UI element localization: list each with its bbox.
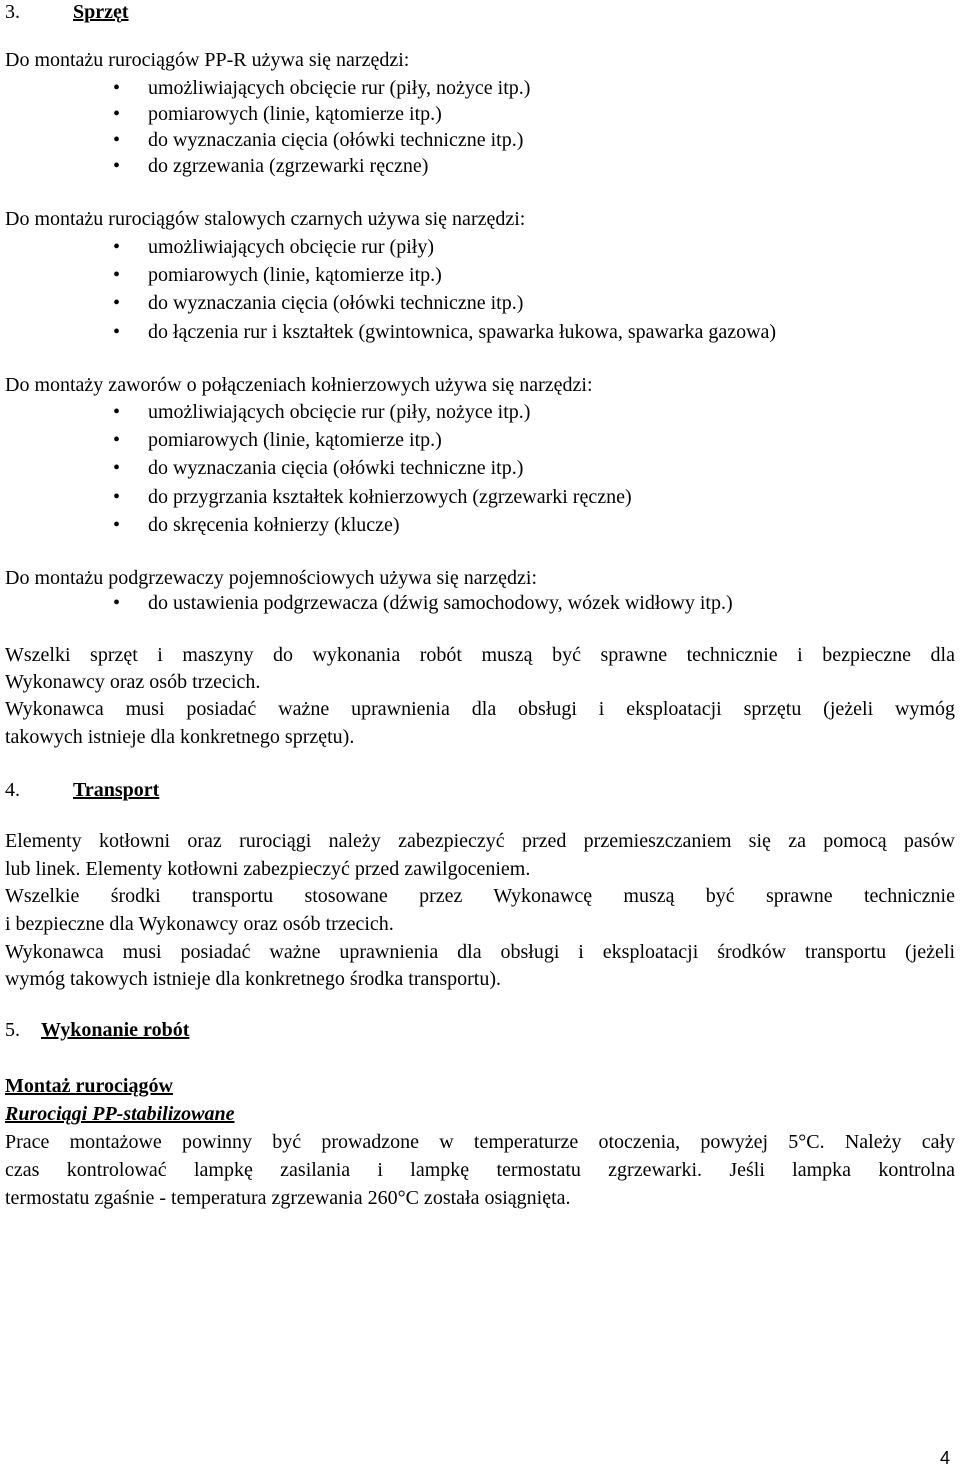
bullet-icon: •: [113, 401, 121, 423]
bullet-icon: •: [113, 103, 121, 125]
bullet-icon: •: [113, 236, 121, 258]
section-title: Wykonanie robót: [41, 1019, 190, 1041]
bullet-icon: •: [113, 486, 121, 508]
bullet-icon: •: [113, 77, 121, 99]
list-item: do wyznaczania cięcia (ołówki techniczne itp.): [148, 457, 524, 479]
group-intro: Do montażu podgrzewaczy pojemnościowych używa się narzędzi:: [5, 567, 538, 589]
paragraph-line: wymóg takowych istnieje dla konkretnego środka transportu).: [5, 968, 501, 990]
paragraph-line: Wszelki sprzęt i maszyny do wykonania robót muszą być sprawne technicznie i bezpieczne dla: [5, 644, 955, 666]
section-title: Sprzęt: [73, 1, 129, 23]
section-5-heading: [5, 1018, 189, 1042]
bullet-icon: •: [113, 155, 121, 177]
subsubsection-title: Rurociągi PP-stabilizowane: [5, 1103, 235, 1125]
section-number: 3.: [5, 1, 20, 23]
list-item: do przygrzania kształtek kołnierzowych (zgrzewarki ręczne): [148, 486, 632, 508]
paragraph-line: Wszelkie środki transportu stosowane przez Wykonawcę muszą być sprawne technicznie: [5, 885, 955, 907]
group-intro: Do montaży zaworów o połączeniach kołnierzowych używa się narzędzi:: [5, 374, 593, 396]
paragraph-line: takowych istnieje dla konkretnego sprzętu).: [5, 726, 355, 748]
list-item: umożliwiających obcięcie rur (piły, nożyce itp.): [148, 77, 531, 99]
page-number: 4: [940, 1448, 951, 1468]
list-item: do zgrzewania (zgrzewarki ręczne): [148, 155, 429, 177]
bullet-icon: •: [113, 129, 121, 151]
list-item: do wyznaczania cięcia (ołówki techniczne itp.): [148, 292, 524, 314]
section-3-heading: [5, 0, 129, 24]
paragraph-line: i bezpieczne dla Wykonawcy oraz osób trzecich.: [5, 913, 394, 935]
bullet-icon: •: [113, 514, 121, 536]
list-item: pomiarowych (linie, kątomierze itp.): [148, 103, 442, 125]
paragraph-line: Prace montażowe powinny być prowadzone w temperaturze otoczenia, powyżej 5°C. Należy cały: [5, 1131, 955, 1153]
paragraph-line: lub linek. Elementy kotłowni zabezpieczyć przed zawilgoceniem.: [5, 858, 531, 880]
section-number: 4.: [5, 779, 20, 801]
section-number: 5.: [5, 1019, 20, 1041]
bullet-icon: •: [113, 592, 121, 614]
list-item: do skręcenia kołnierzy (klucze): [148, 514, 400, 536]
list-item: pomiarowych (linie, kątomierze itp.): [148, 264, 442, 286]
list-item: do ustawienia podgrzewacza (dźwig samochodowy, wózek widłowy itp.): [148, 592, 733, 614]
bullet-icon: •: [113, 429, 121, 451]
list-item: pomiarowych (linie, kątomierze itp.): [148, 429, 442, 451]
list-item: umożliwiających obcięcie rur (piły, nożyce itp.): [148, 401, 531, 423]
bullet-icon: •: [113, 321, 121, 343]
list-item: do łączenia rur i kształtek (gwintownica, spawarka łukowa, spawarka gazowa): [148, 321, 777, 343]
paragraph-line: czas kontrolować lampkę zasilania i lampkę termostatu zgrzewarki. Jeśli lampka kontrolna: [5, 1159, 955, 1181]
group-intro: Do montażu rurociągów stalowych czarnych używa się narzędzi:: [5, 208, 526, 230]
group-intro: Do montażu rurociągów PP-R używa się narzędzi:: [5, 49, 410, 71]
paragraph-line: Wykonawca musi posiadać ważne uprawnienia dla obsługi i eksploatacji sprzętu (jeżeli wymóg: [5, 698, 955, 720]
paragraph-line: Wykonawcy oraz osób trzecich.: [5, 671, 261, 693]
section-4-heading: [5, 778, 159, 802]
subsection-title: Montaż rurociągów: [5, 1075, 173, 1097]
section-title: Transport: [73, 779, 160, 801]
bullet-icon: •: [113, 264, 121, 286]
list-item: umożliwiających obcięcie rur (piły): [148, 236, 434, 258]
paragraph-line: Wykonawca musi posiadać ważne uprawnienia dla obsługi i eksploatacji środków transportu (jeżeli: [5, 941, 955, 963]
list-item: do wyznaczania cięcia (ołówki techniczne itp.): [148, 129, 524, 151]
bullet-icon: •: [113, 457, 121, 479]
bullet-icon: •: [113, 292, 121, 314]
paragraph-line: termostatu zgaśnie - temperatura zgrzewania 260°C została osiągnięta.: [5, 1187, 571, 1209]
paragraph-line: Elementy kotłowni oraz rurociągi należy zabezpieczyć przed przemieszczaniem się za pomocą pasów: [5, 830, 955, 852]
